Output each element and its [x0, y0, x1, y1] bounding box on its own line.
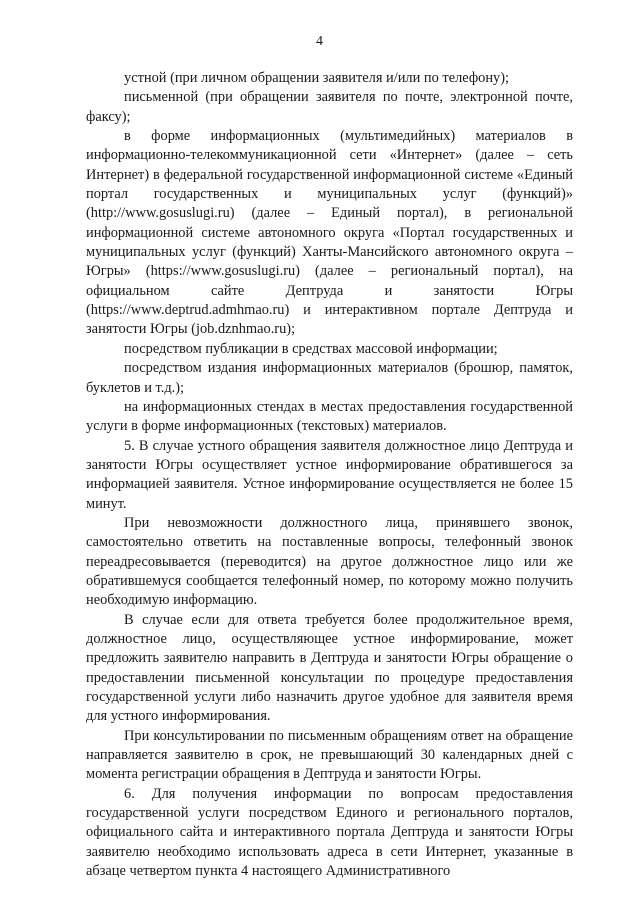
paragraph-item-6-internet-info: 6. Для получения информации по вопросам предоставления государственной услуги посредством Единого и регионального порталов, официального сайта и интерактивного портала Дептруда и занятости Югры заявителю необходимо использовать адреса в сети Интернет, указанные в абзаце четвертом пункта 4 настоящего Административного [86, 785, 573, 880]
paragraph-printed-materials: посредством издания информационных материалов (брошюр, памяток, буклетов и т.д.); [86, 360, 573, 396]
paragraph-call-redirect: При невозможности должностного лица, принявшего звонок, самостоятельно ответить на поставленные вопросы, телефонный звонок переадресовывается (переводится) на другое должностное лицо или же обратившемуся сообщается телефонный номер, по которому можно получить необходимую информацию. [86, 514, 573, 609]
paragraph-mass-media: посредством публикации в средствах массовой информации; [124, 340, 498, 357]
body-text [86, 69, 573, 881]
paragraph-longer-answer: В случае если для ответа требуется более продолжительное время, должностное лицо, осуществляющее устное информирование, может предложить заявителю направить в Дептруда и занятости Югры обращение о предоставлении письменной консультации по процедуре предоставления государственной услуги либо назначить другое удобное для заявителя время для устного информирования. [86, 611, 573, 725]
paragraph-item-5-oral-request: 5. В случае устного обращения заявителя должностное лицо Дептруда и занятости Югры осуществляет устное информирование обратившегося за информацией заявителя. Устное информирование осуществляется не более 15 минут. [86, 437, 573, 512]
paragraph-written-consultation: При консультировании по письменным обращениям ответ на обращение направляется заявителю в срок, не превышающий 30 календарных дней с момента регистрации обращения в Дептруда и занятости Югры. [86, 727, 573, 783]
paragraph-internet-form: в форме информационных (мультимедийных) материалов в информационно-телекоммуникационной сети «Интернет» (далее – сеть Интернет) в федеральной государственной информационной системе «Единый портал государственных и муниципальных услуг (функций)» (http://www.gosuslugi.ru) (далее – Единый портал), в региональной информационной системе автономного округа «Портал государственных и муниципальных услуг (функций) Ханты-Мансийского автономного округа – Югры» (https://www.gosuslugi.ru) (далее – региональный портал), на официальном сайте Дептруда и занятости Югры (https://www.deptrud.admhmao.ru) и интерактивном портале Дептруда и занятости Югры (job.dznhmao.ru); [86, 128, 573, 338]
paragraph-written-form: письменной (при обращении заявителя по почте, электронной почте, факсу); [86, 89, 573, 125]
page-number: 4 [316, 34, 323, 49]
paragraph-oral-form: устной (при личном обращении заявителя и/или по телефону); [124, 70, 510, 86]
paragraph-info-stands: на информационных стендах в местах предоставления государственной услуги в форме информационных (текстовых) материалов. [86, 398, 573, 435]
